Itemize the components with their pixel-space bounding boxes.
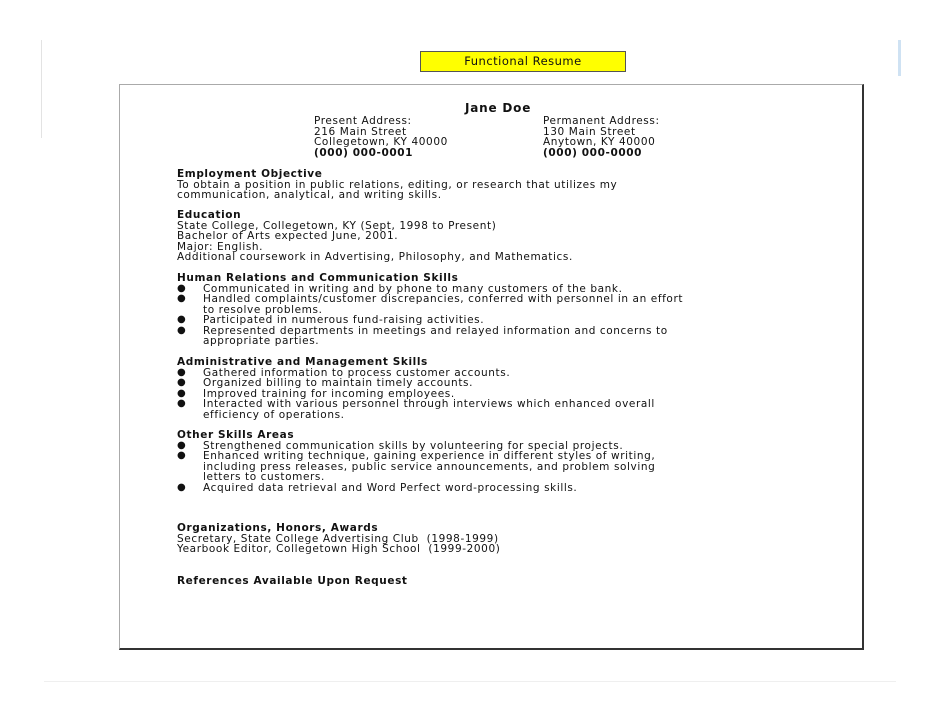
- list-item: ● Strengthened communication skills by volunteering for special projects.: [177, 439, 624, 452]
- section-heading: Administrative and Management Skills: [177, 356, 428, 368]
- other-skills-section: [177, 430, 817, 493]
- bullet-icon: ●: [177, 314, 187, 325]
- list-item: ● Participated in numerous fund-raising activities.: [177, 314, 485, 326]
- present-address-label: Present Address:: [314, 115, 412, 127]
- bullet-icon: ●: [177, 324, 187, 336]
- bullet-icon: ●: [177, 377, 187, 388]
- list-item: ● Handled complaints/customer discrepancies, conferred with personnel in an effort to resolve problems.: [177, 293, 684, 316]
- section-heading: Human Relations and Communication Skills: [177, 272, 459, 284]
- permanent-address-label: Permanent Address:: [543, 115, 660, 127]
- list-item: ● Organized billing to maintain timely accounts.: [177, 377, 474, 389]
- education-line: Bachelor of Arts expected June, 2001.: [177, 230, 399, 242]
- section-heading: Employment Objective: [177, 168, 323, 180]
- references-section: [177, 576, 817, 587]
- education-line: Major: English.: [177, 240, 264, 253]
- human-relations-section: [177, 273, 817, 347]
- education-section: [177, 210, 817, 263]
- left-edge-line: [41, 40, 42, 138]
- right-edge-accent: [898, 40, 901, 76]
- present-phone: (000) 000-0001: [314, 146, 414, 159]
- section-heading: Organizations, Honors, Awards: [177, 522, 379, 534]
- section-heading: Education: [177, 209, 242, 221]
- bottom-edge-line: [44, 681, 896, 682]
- permanent-address-block: [543, 116, 660, 158]
- objective-line: To obtain a position in public relations, editing, or research that utilizes my: [177, 178, 618, 191]
- list-item: ● Improved training for incoming employees.: [177, 387, 455, 400]
- objective-line: communication, analytical, and writing skills.: [177, 189, 442, 201]
- list-item: ● Enhanced writing technique, gaining experience in different styles of writing, including press releases, public service announcements, and problem solving letters to customers.: [177, 450, 656, 483]
- bullet-icon: ●: [177, 282, 187, 294]
- bullet-icon: ●: [177, 481, 187, 493]
- list-item: ● Interacted with various personnel through interviews which enhanced overall efficiency of operations.: [177, 398, 655, 421]
- bullet-icon: ●: [177, 450, 187, 461]
- bullet-icon: ●: [177, 293, 187, 304]
- objective-section: [177, 169, 817, 201]
- section-heading: Other Skills Areas: [177, 429, 295, 441]
- education-line: State College, Collegetown, KY (Sept, 1998 to Present): [177, 219, 497, 232]
- resume-type-banner: Functional Resume: [420, 51, 626, 72]
- references-note: References Available Upon Request: [177, 575, 408, 587]
- permanent-street: 130 Main Street: [543, 125, 636, 138]
- list-item: ● Gathered information to process customer accounts.: [177, 366, 511, 379]
- organizations-section: [177, 523, 817, 555]
- list-item: ● Represented departments in meetings and relayed information and concerns to appropriate parties.: [177, 324, 668, 347]
- permanent-city: Anytown, KY 40000: [543, 136, 656, 148]
- permanent-phone: (000) 000-0000: [543, 146, 643, 159]
- present-street: 216 Main Street: [314, 125, 407, 138]
- list-item: ● Acquired data retrieval and Word Perfect word-processing skills.: [177, 481, 578, 494]
- administrative-section: [177, 357, 817, 420]
- applicant-name: Jane Doe: [465, 101, 532, 115]
- organization-line: Secretary, State College Advertising Club (1998-1999): [177, 532, 499, 545]
- bullet-icon: ●: [177, 387, 187, 399]
- organization-line: Yearbook Editor, Collegetown High School (1999-2000): [177, 543, 501, 555]
- present-address-block: [314, 116, 448, 158]
- present-city: Collegetown, KY 40000: [314, 136, 448, 148]
- bullet-icon: ●: [177, 439, 187, 451]
- bullet-icon: ●: [177, 398, 187, 409]
- bullet-icon: ●: [177, 366, 187, 378]
- list-item: ● Communicated in writing and by phone to many customers of the bank.: [177, 282, 623, 295]
- education-line: Additional coursework in Advertising, Philosophy, and Mathematics.: [177, 251, 573, 263]
